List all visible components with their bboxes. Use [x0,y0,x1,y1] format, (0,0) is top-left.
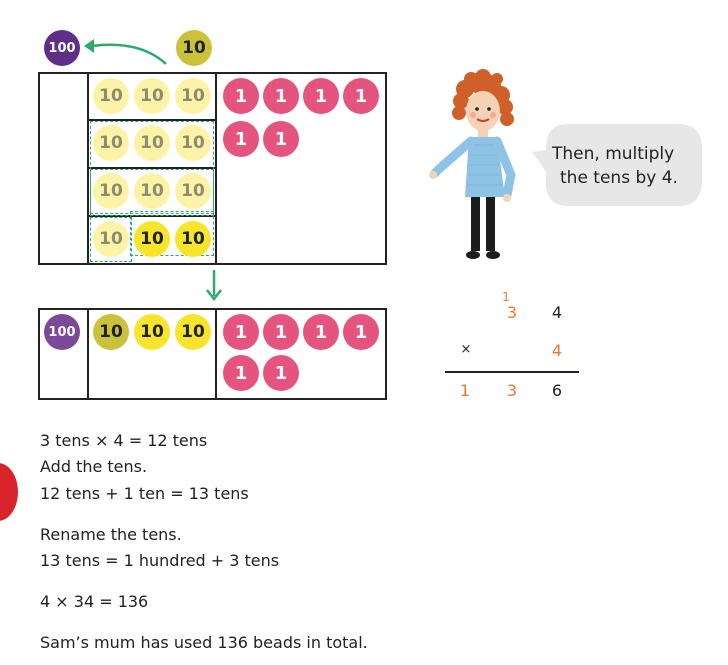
regroup-arrow-icon [80,34,170,70]
result-hundreds-digit: 1 [459,381,471,400]
one-disc: 1 [223,355,259,391]
ten-disc: 10 [175,314,211,350]
ten-disc: 10 [134,173,170,209]
ten-disc: 10 [134,78,170,114]
ten-disc-carried: 10 [176,30,212,66]
ten-disc: 10 [93,221,129,257]
one-disc: 1 [263,121,299,157]
one-disc: 1 [263,78,299,114]
ten-disc: 10 [175,221,211,257]
step-text: 12 tens + 1 ten = 13 tens [40,484,249,503]
ten-disc: 10 [134,125,170,161]
calc-divider [445,371,579,373]
ten-disc: 10 [175,173,211,209]
one-disc: 1 [303,314,339,350]
step-text: Rename the tens. [40,525,182,544]
hundred-disc-regrouped: 100 [44,30,80,66]
speech-line-2: the tens by 4. [560,168,678,188]
character-illustration [425,65,535,265]
one-disc: 1 [223,314,259,350]
ten-disc: 10 [93,314,129,350]
ten-disc: 10 [134,314,170,350]
one-disc: 1 [343,314,379,350]
step-text: Add the tens. [40,457,148,476]
conclusion-text: Sam’s mum has used 136 beads in total. [40,633,368,652]
top-ones-digit: 4 [551,303,563,322]
one-disc: 1 [343,78,379,114]
one-disc: 1 [223,121,259,157]
ten-disc: 10 [93,78,129,114]
one-disc: 1 [223,78,259,114]
ten-disc: 10 [93,173,129,209]
ten-disc: 10 [93,125,129,161]
one-disc: 1 [303,78,339,114]
top-tens-digit: 3 [506,303,518,322]
ten-disc: 10 [134,221,170,257]
step-text: 3 tens × 4 = 12 tens [40,431,208,450]
page-marker [0,463,18,521]
result-tens-digit: 3 [506,381,518,400]
hundred-disc: 100 [44,314,80,350]
result-ones-digit: 6 [551,381,563,400]
multiply-operator: × [460,342,472,357]
one-disc: 1 [263,314,299,350]
speech-bubble-shape [528,120,706,210]
ten-disc: 10 [175,125,211,161]
step-text: 13 tens = 1 hundred + 3 tens [40,551,280,570]
one-disc: 1 [263,355,299,391]
carry-digit: 1 [502,290,510,304]
speech-line-1: Then, multiply [552,144,675,164]
step-text: 4 × 34 = 136 [40,592,149,611]
down-arrow-icon [204,268,224,302]
ten-disc: 10 [175,78,211,114]
multiplier-digit: 4 [551,341,563,360]
